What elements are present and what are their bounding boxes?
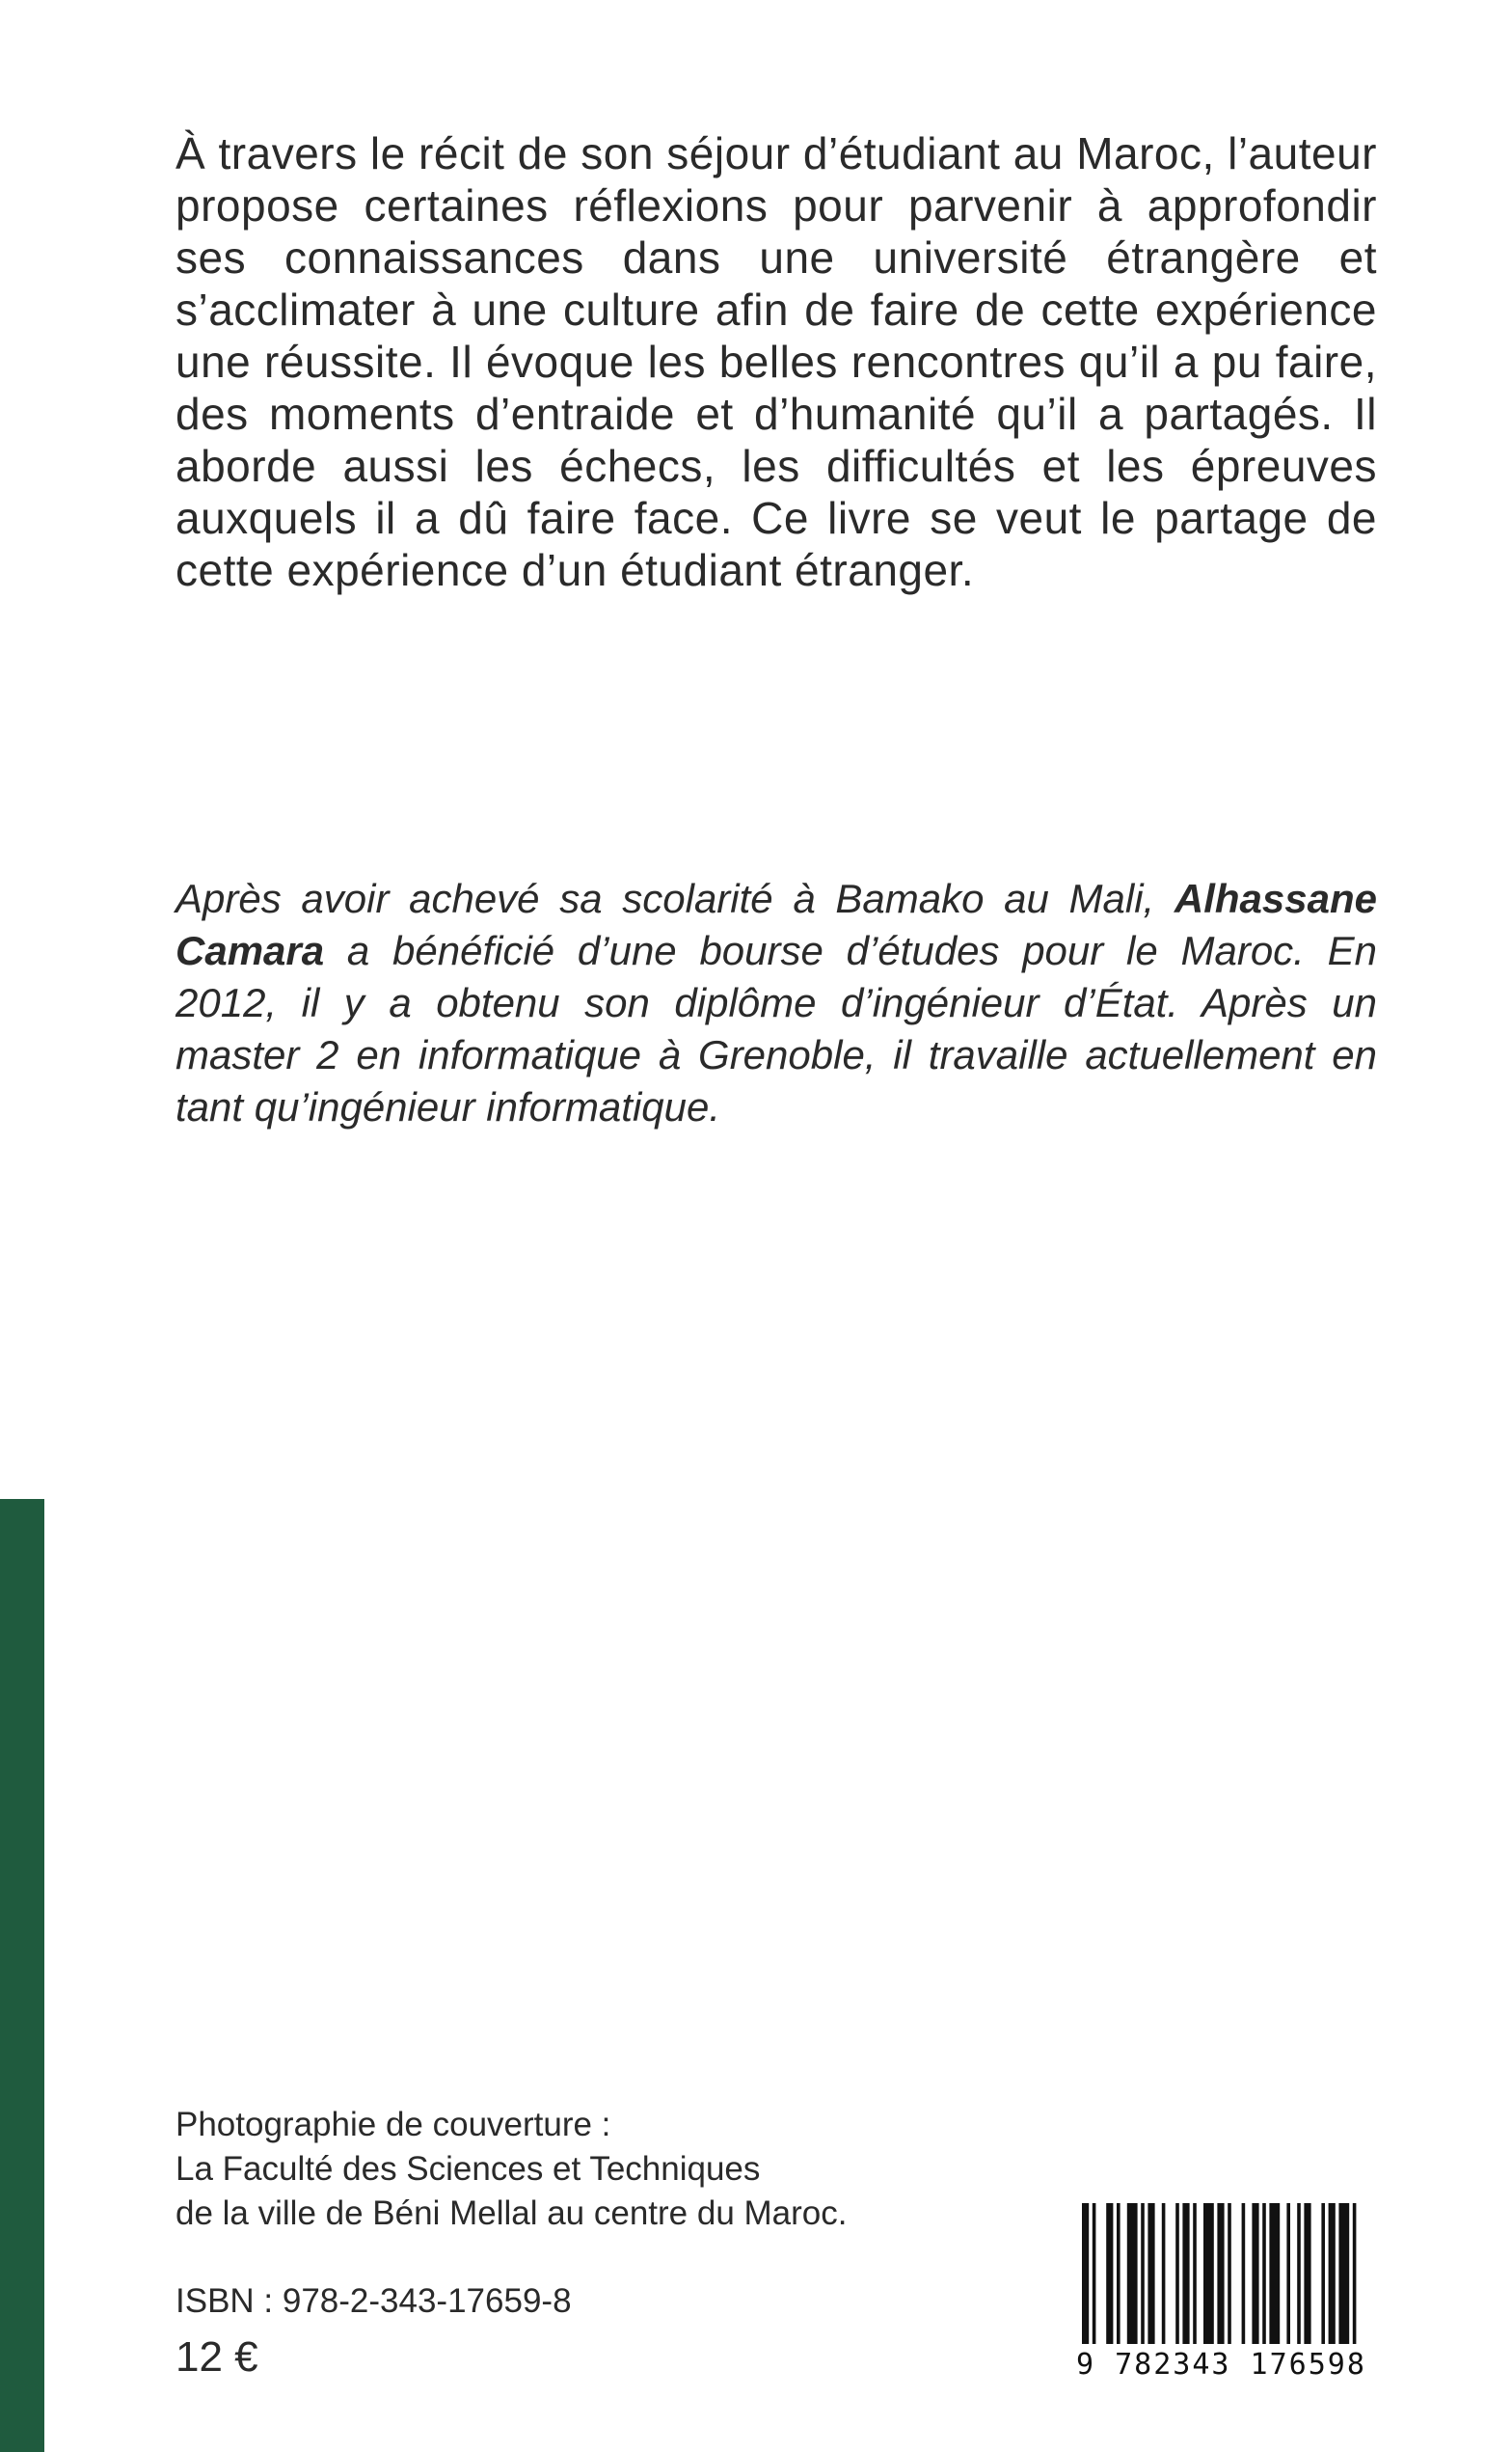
barcode-bar: [1338, 2203, 1349, 2344]
barcode-bar: [1329, 2203, 1336, 2344]
barcode-bar: [1148, 2203, 1154, 2344]
price: 12 €: [176, 2333, 258, 2381]
barcode-bar: [1242, 2203, 1246, 2344]
barcode-bar: [1182, 2203, 1189, 2344]
barcode-bar: [1082, 2203, 1089, 2344]
barcode-bar: [1217, 2203, 1224, 2344]
cover-photo-credit: [176, 2103, 947, 2236]
barcode-bar: [1321, 2203, 1325, 2344]
barcode-bar: [1175, 2203, 1179, 2344]
barcode-bar: [1297, 2203, 1301, 2344]
barcode-bar: [1269, 2203, 1280, 2344]
barcode-bars: [1076, 2203, 1365, 2348]
barcode: [1076, 2203, 1365, 2386]
isbn: ISBN : 978-2-343-17659-8: [176, 2282, 572, 2320]
author-bio-rest: a bénéficié d’une bourse d’études pour le Maroc. En 2012, il y a obtenu son diplôme d’ingénieur d’État. Après un master 2 en informatique à Grenoble, il travaille actuellement en tant qu’ingénieur informatique.: [176, 928, 1377, 1130]
green-spine-stripe: [0, 1499, 44, 2452]
credit-line-2: La Faculté des Sciences et Techniques: [176, 2150, 761, 2188]
barcode-bar: [1203, 2203, 1214, 2344]
barcode-bar: [1193, 2203, 1197, 2344]
author-name: Alhassane Camara: [176, 876, 1377, 973]
barcode-bar: [1286, 2203, 1290, 2344]
book-blurb: À travers le récit de son séjour d’étudiant au Maroc, l’auteur propose certaines réflexions pour parvenir à approfondir ses connaissances dans une université étrangère et s’acclimater à une culture afin de faire de cette expérience une réussite. Il évoque les belles rencontres qu’il a pu faire, des moments d’entraide et d’humanité qu’il a partagés. Il aborde aussi les échecs, les difficultés et les épreuves auxquels il a dû faire face. Ce livre se veut le partage de cette expérience d’un étudiant étranger.: [176, 128, 1377, 595]
credit-line-3: de la ville de Béni Mellal au centre du Maroc.: [176, 2194, 848, 2232]
barcode-bar: [1252, 2203, 1258, 2344]
barcode-digits: 9 782343 176598: [1076, 2348, 1366, 2382]
barcode-bar: [1353, 2203, 1357, 2344]
credit-line-1: Photographie de couverture :: [176, 2106, 611, 2143]
barcode-bar: [1162, 2203, 1166, 2344]
barcode-bar: [1228, 2203, 1231, 2344]
barcode-bar: [1127, 2203, 1138, 2344]
barcode-bar: [1262, 2203, 1266, 2344]
author-bio-intro: Après avoir achevé sa scolarité à Bamako au Mali,: [176, 876, 1174, 921]
barcode-bar: [1117, 2203, 1120, 2344]
barcode-bar: [1141, 2203, 1145, 2344]
barcode-bar: [1106, 2203, 1113, 2344]
barcode-bar: [1093, 2203, 1096, 2344]
author-bio: [176, 873, 1377, 1133]
barcode-bar: [1304, 2203, 1310, 2344]
